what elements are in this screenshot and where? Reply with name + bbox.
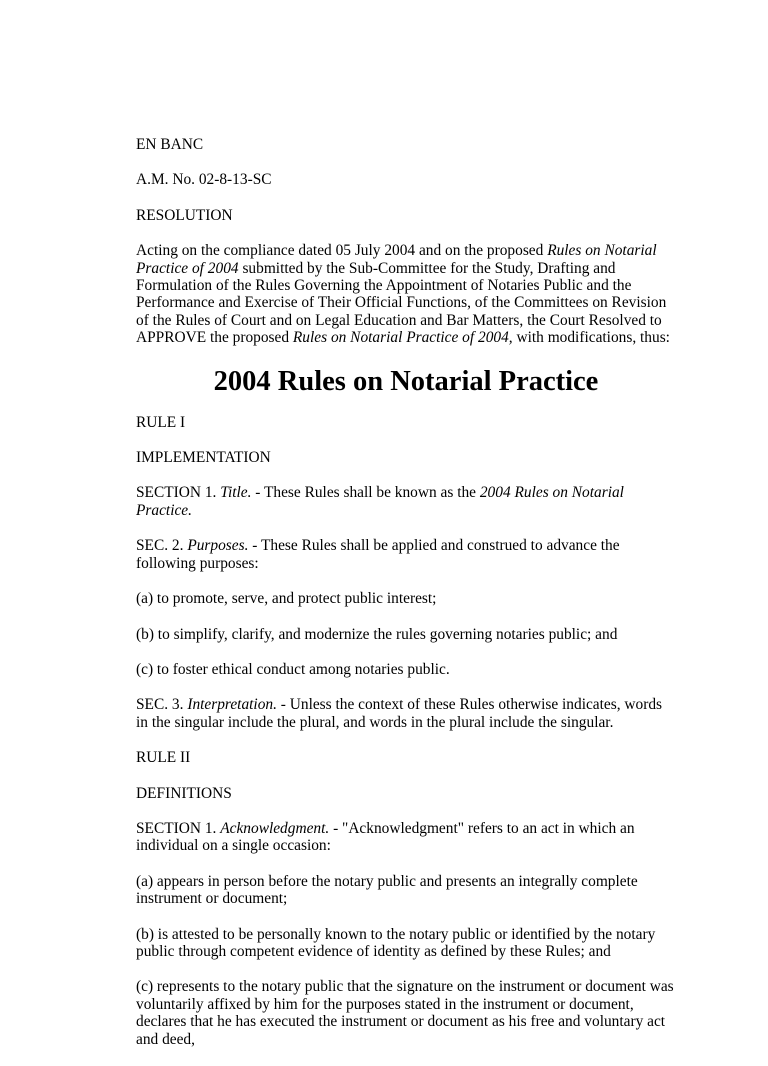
purpose-item-a: (a) to promote, serve, and protect public interest; xyxy=(136,590,437,608)
section-italic: 2004 Rules on Notarial Practice. xyxy=(136,484,624,519)
document-page xyxy=(136,136,676,1066)
intro-paragraph xyxy=(136,242,676,346)
rule-2-heading: DEFINITIONS xyxy=(136,784,232,802)
court-designation: EN BANC xyxy=(136,136,204,153)
rule-2-section-1 xyxy=(136,820,676,855)
definition-item-b: (b) is attested to be personally known to the notary public or identified by the notary public through competent evidence of identity as defined by these Rules; and xyxy=(136,925,656,960)
intro-italic-2: Rules on Notarial Practice of 2004, xyxy=(292,329,513,347)
section-text: - These Rules shall be known as the xyxy=(251,484,480,502)
rule-1-section-1 xyxy=(136,484,676,519)
intro-text-1: Acting on the compliance dated 05 July 2004 and on the proposed xyxy=(136,242,548,260)
section-number: SEC. 2. xyxy=(136,537,188,555)
intro-text-3: with modifications, thus: xyxy=(512,329,670,347)
rule-1-section-3 xyxy=(136,696,676,731)
rule-1-section-2 xyxy=(136,537,676,572)
section-text: - "Acknowledgment" refers to an act in which an individual on a single occasion: xyxy=(136,819,635,855)
document-title: 2004 Rules on Notarial Practice xyxy=(213,365,599,397)
section-number: SECTION 1. xyxy=(136,484,221,502)
rule-1-heading: IMPLEMENTATION xyxy=(136,449,271,467)
section-number: SECTION 1. xyxy=(136,819,221,837)
document-type: RESOLUTION xyxy=(136,206,233,224)
intro-italic-1: Rules on Notarial Practice of 2004 xyxy=(136,242,657,277)
definition-item-a: (a) appears in person before the notary public and presents an integrally complete instrument or document; xyxy=(136,872,638,908)
section-text: - These Rules shall be applied and construed to advance the following purposes: xyxy=(136,537,620,572)
section-number: SEC. 3. xyxy=(136,696,188,714)
section-name: Acknowledgment. xyxy=(220,819,330,837)
rule-1-label: RULE I xyxy=(136,413,186,431)
purpose-item-b: (b) to simplify, clarify, and modernize the rules governing notaries public; and xyxy=(136,625,618,643)
section-name: Interpretation. xyxy=(187,696,277,714)
section-name: Purposes. xyxy=(187,537,249,555)
case-number: A.M. No. 02-8-13-SC xyxy=(136,171,272,189)
section-text: - Unless the context of these Rules otherwise indicates, words in the singular include the plural, and words in the plural include the singular. xyxy=(136,696,663,731)
section-name: Title. xyxy=(220,484,252,502)
purpose-item-c: (c) to foster ethical conduct among notaries public. xyxy=(136,660,450,678)
intro-text-2: submitted by the Sub-Committee for the Study, Drafting and Formulation of the Rules Governing the Appointment of Notaries Public and the Performance and Exercise of Their Official Functions, of the Committees on Revision of the Rules of Court and on Legal Education and Bar Matters, the Court Resolved to APPROVE the proposed xyxy=(136,259,667,347)
rule-2-label: RULE II xyxy=(136,749,191,767)
definition-item-c: (c) represents to the notary public that the signature on the instrument or document was voluntarily affixed by him for the purposes stated in the instrument or document, declares that he has executed the instrument or document as his free and voluntary act and deed, xyxy=(136,978,674,1048)
